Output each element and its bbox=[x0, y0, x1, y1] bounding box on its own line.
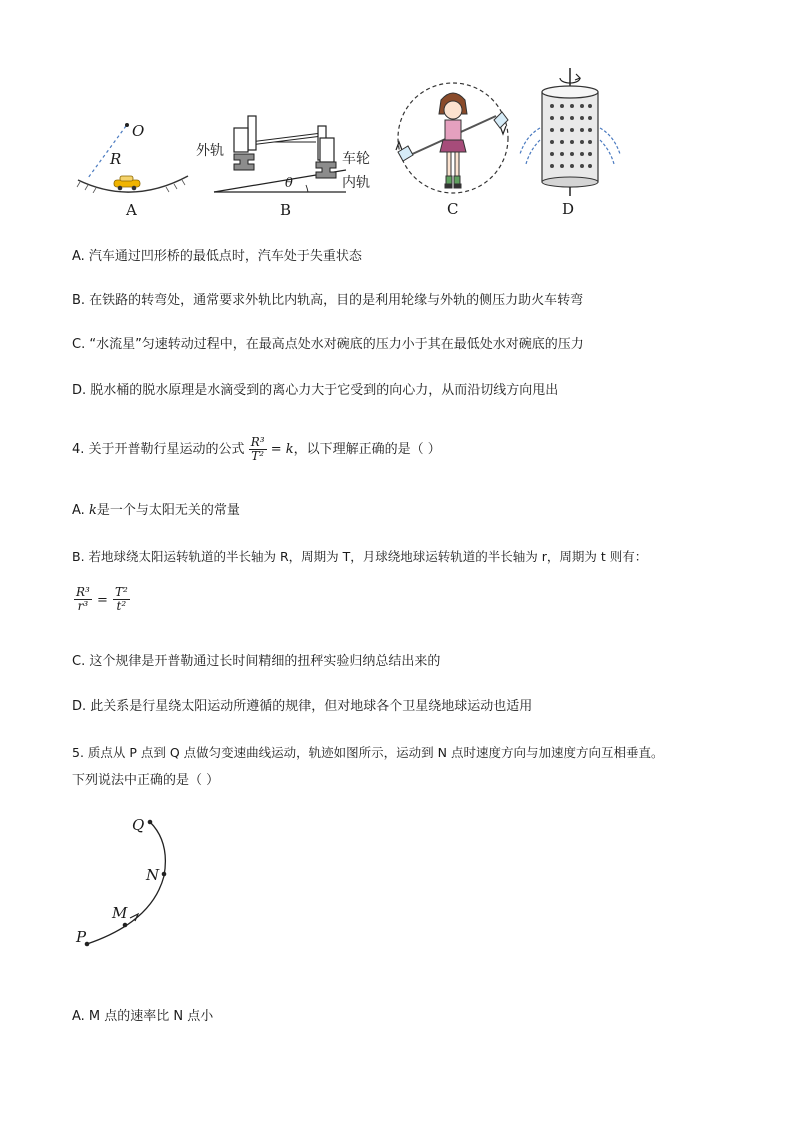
equals-sign: = bbox=[96, 593, 108, 608]
lhs-denominator: r³ bbox=[77, 599, 89, 613]
q4-option-d: D. 此关系是行星绕太阳运动所遵循的规律，但对地球各个卫星绕地球运动也适用 bbox=[72, 699, 533, 714]
point-o-label: O bbox=[132, 122, 145, 140]
point-p-label: P bbox=[76, 928, 87, 946]
q5-option-a: A. M 点的速率比 N 点小 bbox=[72, 1009, 214, 1024]
radius-label: R bbox=[110, 150, 122, 168]
q3-option-d: D. 脱水桶的脱水原理是水滴受到的离心力大于它受到的向心力，从而沿切线方向甩出 bbox=[72, 383, 559, 398]
q4-option-b: B. 若地球绕太阳运转轨道的半长轴为 R，周期为 T，月球绕地球运转轨道的半长轴为 r，周期为 t 则有： bbox=[72, 549, 648, 564]
trajectory-figure bbox=[72, 812, 182, 952]
point-q-label: Q bbox=[132, 816, 145, 834]
spin-dryer-diagram bbox=[516, 68, 626, 196]
figure-c bbox=[388, 80, 518, 218]
q4-option-c: C. 这个规律是开普勒通过长时间精细的扭秤实验归纳总结出来的 bbox=[72, 654, 441, 669]
q4-b-equation bbox=[74, 584, 130, 616]
q5-stem-line2: 下列说法中正确的是（ ） bbox=[72, 773, 220, 788]
inner-rail-label: 内轨 bbox=[342, 175, 370, 191]
figure-a-caption: A bbox=[126, 201, 137, 219]
kepler-formula bbox=[249, 436, 267, 463]
rhs-numerator: T² bbox=[114, 585, 128, 599]
figure-b bbox=[196, 112, 386, 218]
lhs-numerator: R³ bbox=[76, 585, 90, 599]
q4-stem bbox=[72, 432, 441, 468]
point-m-label: M bbox=[112, 904, 128, 922]
q3-option-b: B. 在铁路的转弯处，通常要求外轨比内轨高，目的是利用轮缘与外轨的侧压力助火车转弯 bbox=[72, 293, 584, 308]
rhs-denominator: t² bbox=[116, 599, 127, 613]
figure-d-caption: D bbox=[562, 200, 575, 218]
trajectory-curve bbox=[72, 812, 182, 952]
q3-option-c: C. “水流星”匀速转动过程中，在最高点处水对碗底的压力小于其在最低处水对碗底的压力 bbox=[72, 337, 584, 352]
figure-d bbox=[516, 68, 626, 218]
car-icon bbox=[114, 176, 140, 190]
formula-rhs: = k bbox=[270, 442, 294, 457]
q4-stem-pre: 4. 关于开普勒行星运动的公式 bbox=[72, 442, 245, 457]
equation-rhs bbox=[113, 586, 130, 613]
point-n-label: N bbox=[146, 866, 160, 884]
q4-a-prefix: A. bbox=[72, 503, 85, 518]
angle-theta-label: θ bbox=[285, 176, 293, 191]
wheel-label: 车轮 bbox=[342, 151, 370, 167]
equation-lhs bbox=[74, 586, 92, 613]
q5-stem-line1: 5. 质点从 P 点到 Q 点做匀变速曲线运动，轨迹如图所示，运动到 N 点时速度方向与加速度方向互相垂直。 bbox=[72, 745, 664, 760]
water-meteor-diagram bbox=[388, 80, 518, 196]
q4-option-a bbox=[72, 502, 240, 520]
formula-numerator: R³ bbox=[250, 435, 265, 449]
figure-a bbox=[70, 118, 200, 218]
q4-stem-post: ，以下理解正确的是（ ） bbox=[293, 442, 441, 457]
formula-denominator: T² bbox=[251, 449, 265, 463]
figure-b-caption: B bbox=[280, 201, 292, 219]
girl-figure-icon bbox=[439, 93, 467, 188]
figure-c-caption: C bbox=[447, 200, 459, 218]
q3-option-a: A. 汽车通过凹形桥的最低点时，汽车处于失重状态 bbox=[72, 249, 362, 264]
q4-a-text: 是一个与太阳无关的常量 bbox=[96, 503, 240, 518]
outer-rail-label: 外轨 bbox=[196, 143, 224, 159]
q4-a-variable: k bbox=[88, 503, 97, 518]
